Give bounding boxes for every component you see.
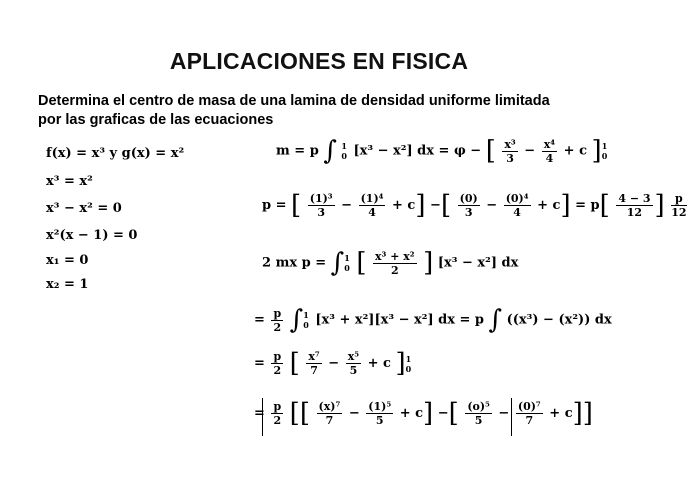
eq-mass-tail: + c bbox=[563, 143, 587, 159]
problem-line-1: Determina el centro de masa de una lamina de densidad uniforme limitada bbox=[38, 93, 550, 109]
eq-functions: f(x) = x³ y g(x) = x² bbox=[46, 146, 185, 161]
eq-root-2: x₂ = 1 bbox=[46, 277, 89, 292]
eq-mass-integrand: [x³ − x²] dx = φ − bbox=[353, 143, 482, 159]
slide-title: APLICACIONES EN FISICA bbox=[169, 48, 469, 74]
eq-mass-lhs: m = p bbox=[276, 143, 319, 159]
eq-moment-expanded: = $\frac{p}{2}$ ∫ 1 0 [x³ + x²][x³ − x²] dx = p ∫ ((x³) − (x²)) dx bbox=[254, 305, 612, 335]
eq-mass: m = p ∫ 1 0 [x³ − x²] dx = φ − [ $\frac{\text{x³}}{3}$ − $\frac{\text{x⁴}}{4}$ + c ] 1 0 bbox=[276, 136, 608, 166]
eq-factored: x²(x − 1) = 0 bbox=[46, 228, 138, 243]
problem-statement bbox=[38, 92, 618, 130]
eq-mass-frac-2: $\frac{\text{x⁴}}{4}$ bbox=[543, 137, 556, 165]
eq-p-value: p = [ $\frac{\text{(1)³}}{3}$ − $\frac{\text{(1)⁴}}{4}$ + c] −[ $\frac{(0)}{3}$ − $\frac{\text{(0)⁴}}{4}$ + c] = p[ $\frac{4 - 3}{12}$ ] $\frac{p}{12}$ bbox=[262, 190, 687, 221]
eq-antiderivative: = $\frac{p}{2}$ [ $\frac{\text{x⁷}}{7}$ − $\frac{\text{x⁵}}{5}$ + c ] 1 0 bbox=[254, 348, 412, 379]
eq-moment: 2 mx p = ∫ 1 0 [ $\frac{\text{x³ + x²}}{2}$ ] [x³ − x²] dx bbox=[262, 248, 519, 278]
eq-intersection: x³ = x² bbox=[46, 174, 93, 189]
eq-difference: x³ − x² = 0 bbox=[46, 201, 122, 216]
eq-mass-frac-1: $\frac{\text{x³}}{3}$ bbox=[504, 137, 516, 165]
integral-sign: ∫ bbox=[323, 136, 337, 166]
problem-line-2: por las graficas de las ecuaciones bbox=[38, 112, 274, 128]
eq-evaluation: = $\frac{p}{2}$ [[ $\frac{\text{(x)⁷}}{7}$ − $\frac{\text{(1)⁵}}{5}$ + c] −[ $\frac{\text{(o)⁵}}{5}$ − $\frac{\text{(0)⁷}}{7}$ + c]] bbox=[254, 398, 593, 429]
eq-root-1: x₁ = 0 bbox=[46, 253, 89, 268]
integral-limits: 1 0 bbox=[341, 141, 347, 161]
eq-p-lhs: p = bbox=[262, 198, 287, 213]
